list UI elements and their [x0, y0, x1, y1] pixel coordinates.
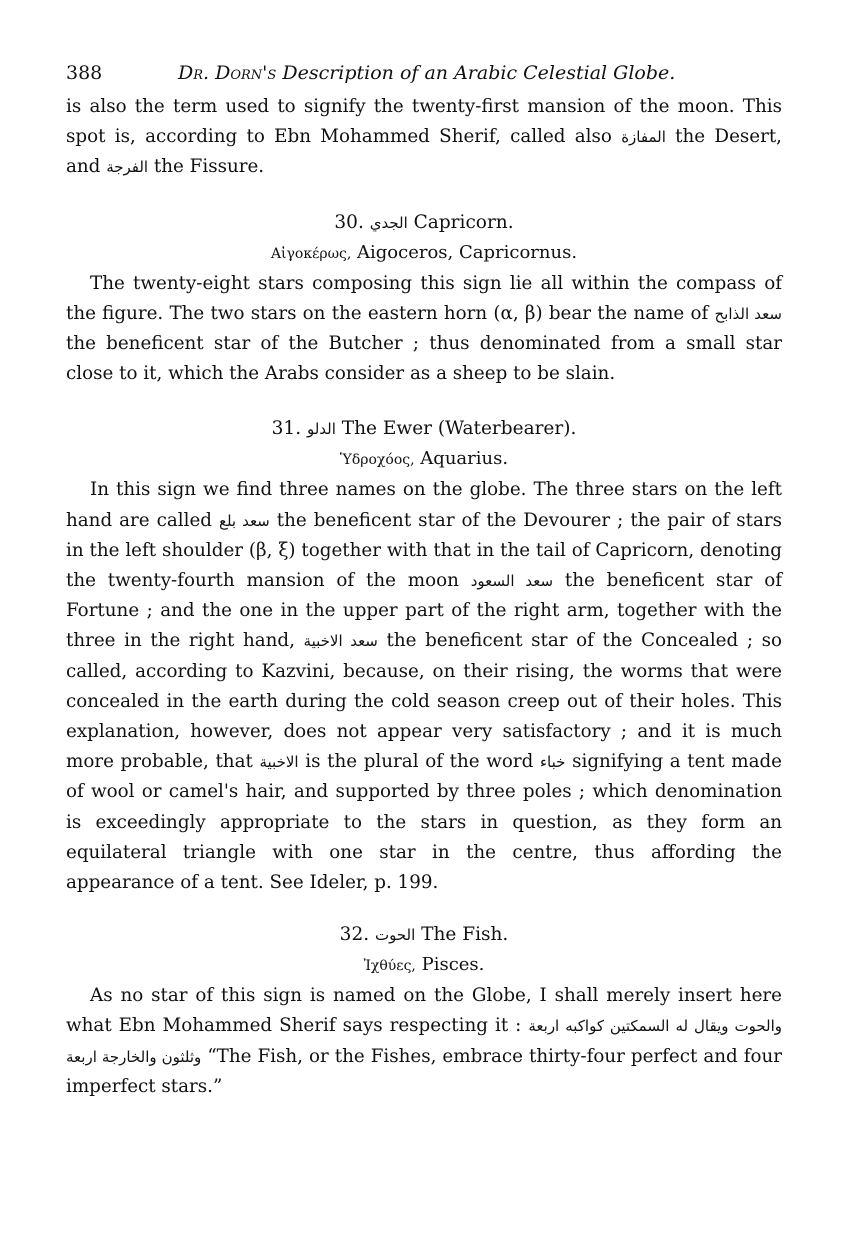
section-number: 32.	[339, 924, 370, 946]
page-number: 388	[66, 62, 103, 84]
section-number: 31.	[271, 418, 302, 440]
arabic-desert: المفازة	[621, 128, 666, 147]
section-number: 30.	[334, 211, 364, 233]
section-subheading-capricorn	[66, 238, 782, 269]
running-head	[66, 62, 782, 92]
aquarius-text-5: is the plural of the word	[298, 751, 540, 773]
arabic-heading: الدلو	[306, 420, 336, 439]
aquarius-text-4: the beneficent star of the Concealed ; so called, according to Kazvini, because, on their rising, the worms that were concealed in the earth during the cold season creep out of their holes. This explanation, however, does not appear very satisfactory ; and it is much more probable, that	[66, 630, 782, 773]
latin-name: Pisces.	[421, 954, 485, 976]
arabic-butcher: سعد الذابح	[714, 304, 782, 323]
arabic-pisces-quote: والحوت ويقال له السمكتين كواكبه اربعة وثلثون والخارجة اربعة	[66, 1017, 783, 1066]
section-subheading-pisces	[66, 950, 782, 981]
capricorn-paragraph	[66, 269, 782, 390]
intro-text-2: the Desert, and	[66, 126, 782, 178]
arabic-tent: خباء	[540, 753, 566, 772]
aquarius-text-3: the beneficent star of Fortune ; and the one in the upper part of the right arm, together with the three in the right hand,	[66, 570, 783, 652]
title-text: Description of an Arabic Celestial Globe.	[282, 62, 676, 84]
capricorn-text-1: The twenty-eight stars composing this sign lie all within the compass of the figure. The two stars on the eastern horn (α, β) bear the name of	[66, 272, 782, 324]
section-heading-pisces	[66, 920, 782, 950]
aquarius-text-2: the beneficent star of the Devourer ; the pair of stars in the left shoulder (β, ξ) together with that in the tail of Capricorn, denoting the twenty-fourth mansion of the moon	[66, 509, 782, 592]
aquarius-text-1: In this sign we find three names on the globe. The three stars on the left hand are called	[66, 479, 782, 531]
arabic-fissure: الفرجة	[106, 158, 149, 177]
pisces-text-1: As no star of this sign is named on the Globe, I shall merely insert here what Ebn Mohammed Sherif says respecting it :	[66, 985, 782, 1037]
arabic-concealed: سعد الاخبية	[303, 632, 378, 651]
page	[66, 62, 782, 1102]
section-heading-aquarius	[66, 414, 782, 444]
section-heading-capricorn	[66, 208, 782, 238]
greek-name: Αἰγοκέρως,	[270, 245, 352, 262]
capricorn-text-2: the beneficent star of the Butcher ; thus denominated from a small star close to it, which the Arabs consider as a sheep to be slain.	[66, 333, 782, 385]
latin-name: Aquarius.	[420, 448, 509, 470]
intro-text-1: is also the term used to signify the twenty-first mansion of the moon. This spot is, according to Ebn Mohammed Sherif, called also	[66, 96, 782, 148]
greek-name: Ἰχθύες,	[363, 958, 416, 975]
english-heading: Capricorn.	[413, 211, 514, 233]
arabic-devourer: سعد بلع	[218, 511, 270, 530]
english-heading: The Ewer (Waterbearer).	[341, 418, 577, 440]
english-heading: The Fish.	[421, 924, 509, 946]
pisces-text-2: “The Fish, or the Fishes, embrace thirty-four perfect and four imperfect stars.”	[66, 1045, 783, 1097]
aquarius-text-6: signifying a tent made of wool or camel's hair, and supported by three poles ; which denomination is exceedingly appropriate to the stars in question, as they form an equilateral triangle with one star in the centre, thus affording the appearance of a tent. See Ideler, p. 199.	[66, 751, 782, 894]
greek-name: Ὑδροχόος,	[339, 452, 415, 469]
arabic-akhbiya: الاخبية	[259, 753, 299, 772]
arabic-fortune: سعد السعود	[470, 572, 554, 591]
section-subheading-aquarius	[66, 444, 782, 475]
running-title	[178, 62, 675, 84]
author-name: Dr. Dorn's	[178, 62, 277, 84]
aquarius-paragraph	[66, 475, 782, 898]
latin-name: Aigoceros, Capricornus.	[357, 241, 578, 263]
arabic-heading: الحوت	[374, 926, 416, 945]
intro-text-3: the Fissure.	[148, 156, 265, 178]
pisces-paragraph	[66, 981, 782, 1102]
arabic-heading: الجدي	[369, 213, 408, 232]
intro-paragraph	[66, 92, 782, 183]
